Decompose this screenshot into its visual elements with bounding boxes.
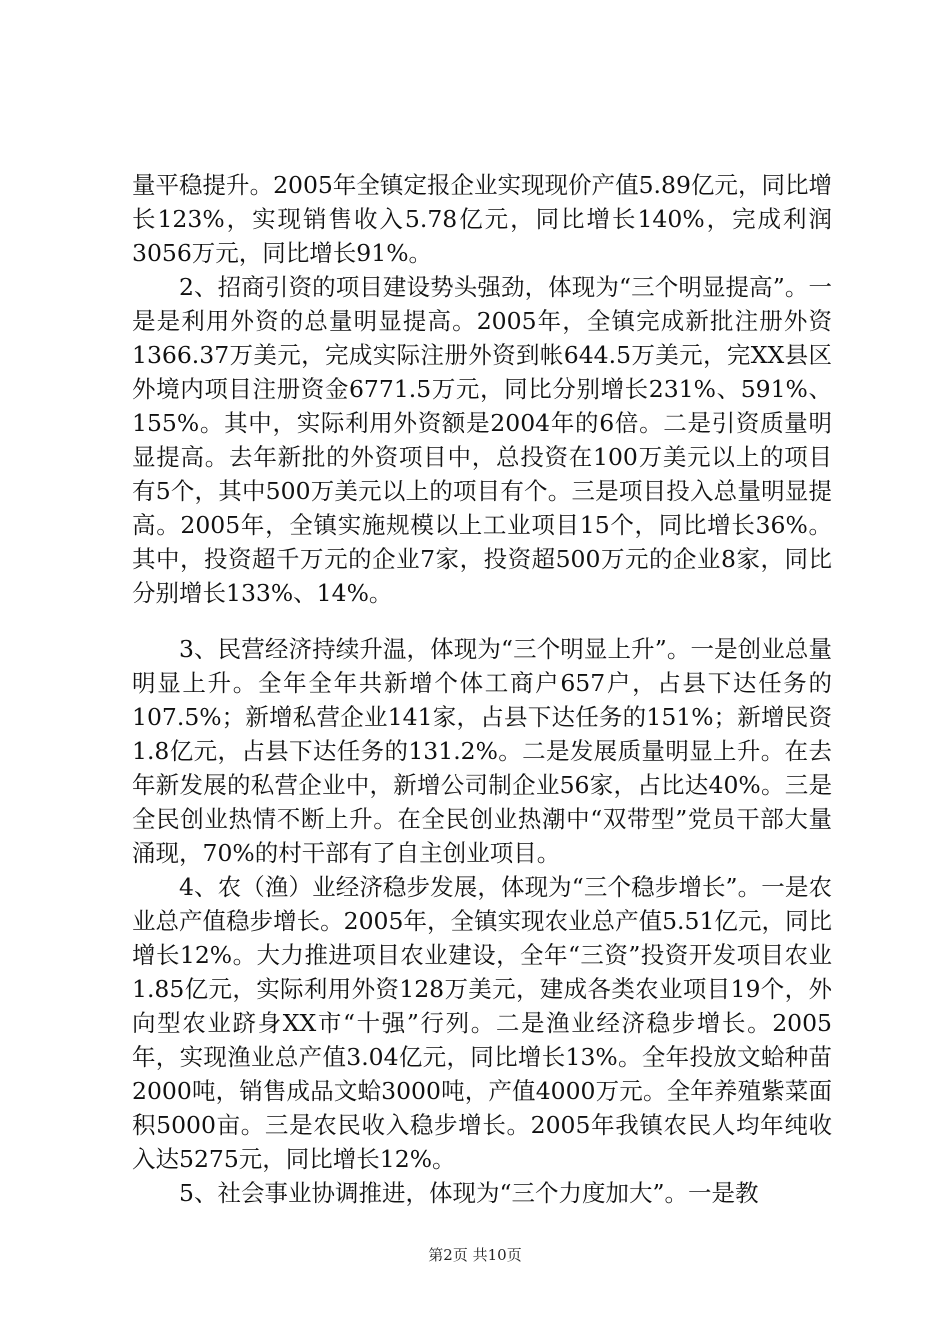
page-footer: 第2页 共10页 — [428, 1246, 522, 1264]
paragraph-continuation: 量平稳提升。2005年全镇定报企业实现现价产值5.89亿元，同比增长123%，实现销售收入5.78亿元，同比增长140%，完成利润3056万元，同比增长91%。 — [132, 171, 832, 267]
paragraph-investment: 2、招商引资的项目建设势头强劲，体现为“三个明显提高”。一是是利用外资的总量明显提高。2005年，全镇完成新批注册外资1366.37万美元，完成实际注册外资到帐644.5万美元，完XX县区外境内项目注册资金6771.5万元，同比分别增长231%、591%、155%。其中，实际利用外资额是2004年的6倍。二是引资质量明显提高。去年新批的外资项目中，总投资在100万美元以上的项目有5个，其中500万美元以上的项目有个。三是项目投入总量明显提高。2005年，全镇实施规模以上工业项目15个，同比增长36%。其中，投资超千万元的企业7家，投资超500万元的企业8家，同比分别增长133%、14%。 — [132, 273, 832, 607]
paragraph-agriculture: 4、农（渔）业经济稳步发展，体现为“三个稳步增长”。一是农业总产值稳步增长。2005年，全镇实现农业总产值5.51亿元，同比增长12%。大力推进项目农业建设，全年“三资”投资开发项目农业1.85亿元，实际利用外资128万美元，建成各类农业项目19个，外向型农业跻身XX市“十强”行列。二是渔业经济稳步增长。2005年，实现渔业总产值3.04亿元，同比增长13%。全年投放文蛤种苗2000吨，销售成品文蛤3000吨，产值4000万元。全年养殖紫菜面积5000亩。三是农民收入稳步增长。2005年我镇农民人均年纯收入达5275元，同比增长12%。 — [132, 873, 832, 1173]
paragraph-gap — [132, 610, 832, 632]
paragraph-social: 5、社会事业协调推进，体现为“三个力度加大”。一是教 — [179, 1179, 759, 1207]
paragraph-private-economy: 3、民营经济持续升温，体现为“三个明显上升”。一是创业总量明显上升。全年全年共新增个体工商户657户，占县下达任务的107.5%；新增私营企业141家，占县下达任务的151%；新增民资1.8亿元，占县下达任务的131.2%。二是发展质量明显上升。在去年新发展的私营企业中，新增公司制企业56家，占比达40%。三是全民创业热情不断上升。在全民创业热潮中“双带型”党员干部大量涌现，70%的村干部有了自主创业项目。 — [132, 635, 832, 867]
document-body — [132, 168, 832, 1210]
